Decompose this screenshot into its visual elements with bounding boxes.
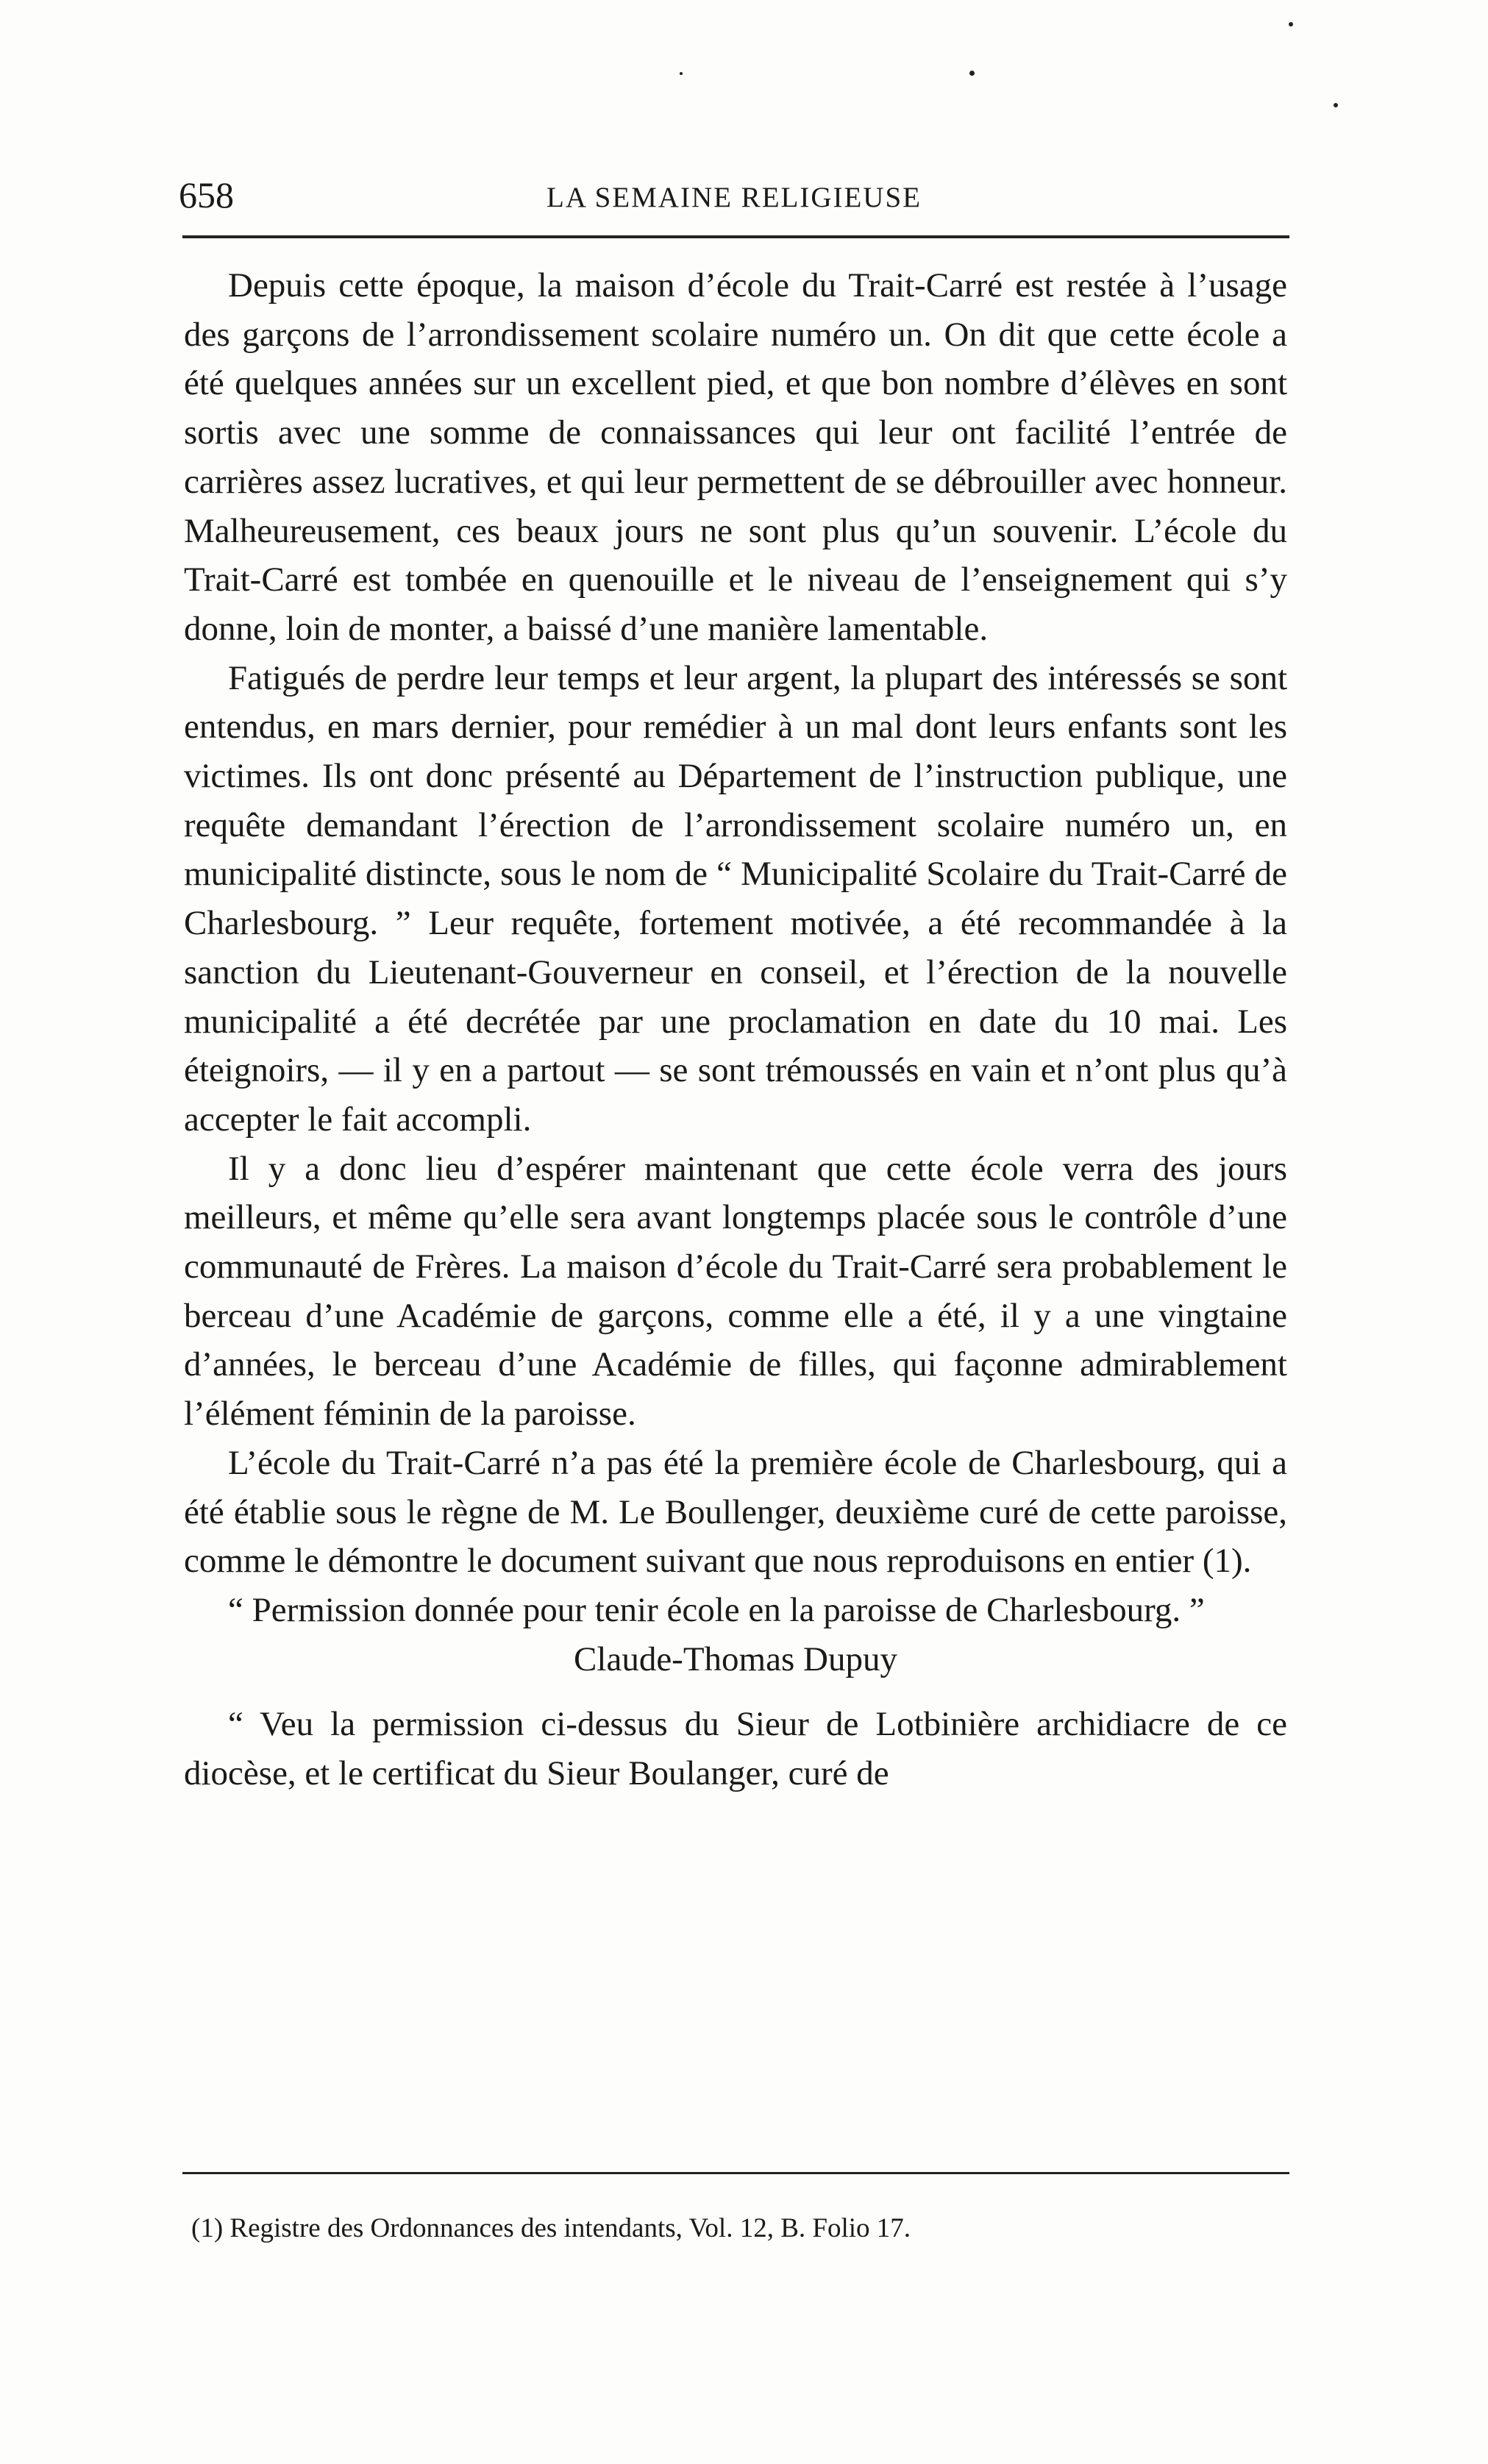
print-speck [680,72,683,75]
paragraph: Depuis cette époque, la maison d’école du Trait-Carré est restée à l’usage des garçons de l’arrondissement scolaire numéro un. On dit que cette école a été quelques années sur un excellent pied, et que bon nombre d’élèves en sont sortis avec une somme de connaissances qui leur ont facilité l’entrée de carrières assez lucratives, et qui leur permettent de se débrouiller avec honneur. Malheureusement, ces beaux jours ne sont plus qu’un souvenir. L’école du Trait-Carré est tombée en quenouille et le niveau de l’enseignement qui s’y donne, loin de monter, a baissé d’une manière lamentable. [184,266,1287,648]
paragraph: “ Veu la permission ci-dessus du Sieur de Lotbinière archidiacre de ce diocèse, et le certificat du Sieur Boulanger, curé de [184,1705,1287,1793]
running-title: LA SEMAINE RELIGIEUSE [547,182,922,213]
print-speck [1289,22,1293,26]
body-text [184,261,1287,1798]
paragraph: Fatigués de perdre leur temps et leur argent, la plupart des intéressés se sont entendus, en mars dernier, pour remédier à un mal dont leurs enfants sont les victimes. Ils ont donc présenté au Département de l’instruction publique, une requête demandant l’érection de l’arrondissement scolaire numéro un, en municipalité distincte, sous le nom de “ Municipalité Scolaire du Trait-Carré de Charlesbourg. ” Leur requête, fortement motivée, a été recommandée à la sanction du Lieutenant-Gouverneur en conseil, et l’érection de la nouvelle municipalité a été decrétée par une proclamation en date du 10 mai. Les éteignoirs, — il y en a partout — se sont trémoussés en vain et n’ont plus qu’à accepter le fait accompli. [184,658,1287,1139]
footnote: (1) Registre des Ordonnances des intendants, Vol. 12, B. Folio 17. [191,2213,911,2243]
paragraph: L’école du Trait-Carré n’a pas été la première école de Charlesbourg, qui a été établie sous le règne de M. Le Boullenger, deuxième curé de cette paroisse, comme le démontre le document suivant que nous reproduisons en entier (1). [184,1443,1287,1581]
paragraph: Il y a donc lieu d’espérer maintenant que cette école verra des jours meilleurs, et même qu’elle sera avant longtemps placée sous le contrôle d’une communauté de Frères. La maison d’école du Trait-Carré sera probablement le berceau d’une Académie de garçons, comme elle a été, il y a une vingtaine d’années, le berceau d’une Académie de filles, qui façonne admirablement l’élément féminin de la paroisse. [184,1149,1287,1434]
paragraph: “ Permission donnée pour tenir école en la paroisse de Charlesbourg. ” [228,1590,1205,1629]
page-number: 658 [179,174,234,216]
signature: Claude-Thomas Dupuy [574,1639,897,1678]
header-rule [182,235,1289,238]
page-header [179,174,1289,225]
print-speck [969,71,975,76]
print-speck [1334,103,1338,107]
footnote-rule [182,2172,1289,2174]
